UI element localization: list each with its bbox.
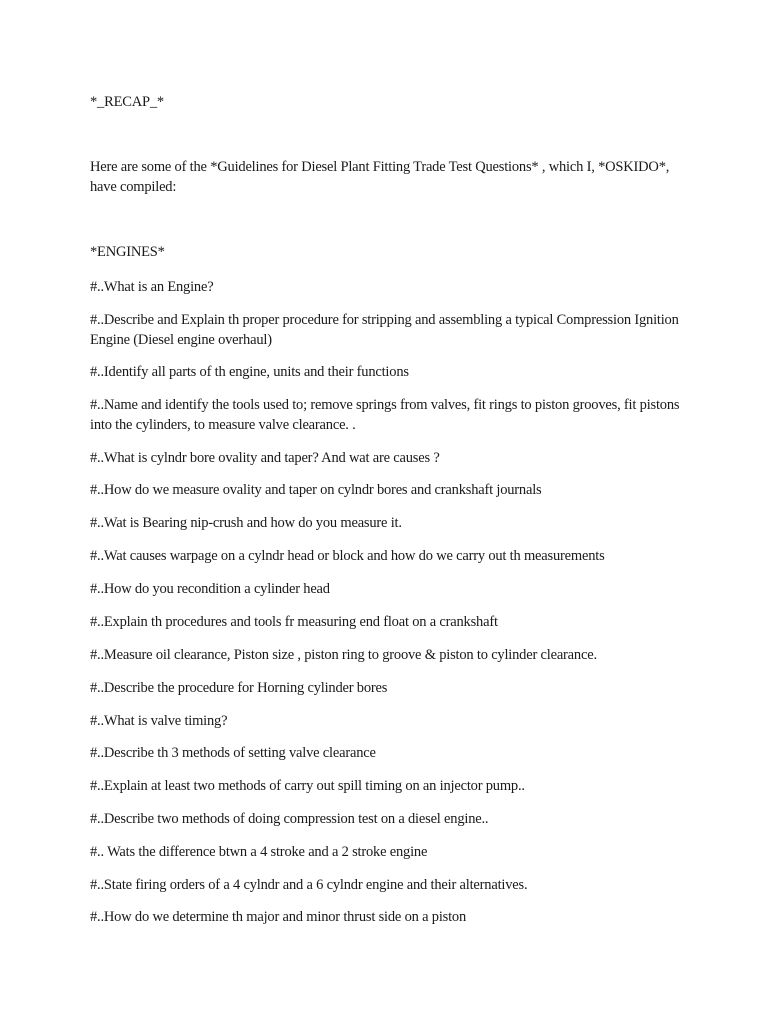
- question-item: #.. Wats the difference btwn a 4 stroke and a 2 stroke engine: [90, 844, 428, 860]
- question-item: #..Describe two methods of doing compression test on a diesel engine..: [90, 811, 489, 827]
- question-item: #..Name and identify the tools used to; remove springs from valves, fit rings to piston grooves, fit pistons into the cylinders, to measure valve clearance. .: [90, 397, 680, 433]
- question-item: #..How do we determine th major and minor thrust side on a piston: [90, 909, 467, 925]
- question-item: #..Describe the procedure for Horning cylinder bores: [90, 680, 388, 696]
- question-item: #..Describe and Explain th proper procedure for stripping and assembling a typical Compression Ignition Engine (Diesel engine overhaul): [90, 312, 679, 348]
- question-item: #..Measure oil clearance, Piston size , piston ring to groove & piston to cylinder clearance.: [90, 647, 597, 663]
- question-item: #..Explain at least two methods of carry out spill timing on an injector pump..: [90, 778, 525, 794]
- question-item: #..Describe th 3 methods of setting valve clearance: [90, 745, 376, 761]
- intro-paragraph: Here are some of the *Guidelines for Diesel Plant Fitting Trade Test Questions* , which I, *OSKIDO*, have compiled:: [90, 159, 670, 195]
- question-item: #..Wat causes warpage on a cylndr head or block and how do we carry out th measurements: [90, 548, 605, 564]
- question-item: #..What is cylndr bore ovality and taper? And wat are causes ?: [90, 450, 440, 466]
- question-item: #..State firing orders of a 4 cylndr and a 6 cylndr engine and their alternatives.: [90, 877, 528, 893]
- question-item: #..What is an Engine?: [90, 279, 214, 295]
- question-item: #..How do you recondition a cylinder head: [90, 581, 330, 597]
- question-item: #..Identify all parts of th engine, units and their functions: [90, 364, 409, 380]
- question-item: #..Explain th procedures and tools fr measuring end float on a crankshaft: [90, 614, 498, 630]
- section-heading: *ENGINES*: [90, 244, 165, 260]
- recap-heading: *_RECAP_*: [90, 94, 164, 110]
- question-item: #..How do we measure ovality and taper on cylndr bores and crankshaft journals: [90, 482, 542, 498]
- question-item: #..Wat is Bearing nip-crush and how do you measure it.: [90, 515, 402, 531]
- document-page: [90, 0, 680, 1024]
- question-item: #..What is valve timing?: [90, 713, 228, 729]
